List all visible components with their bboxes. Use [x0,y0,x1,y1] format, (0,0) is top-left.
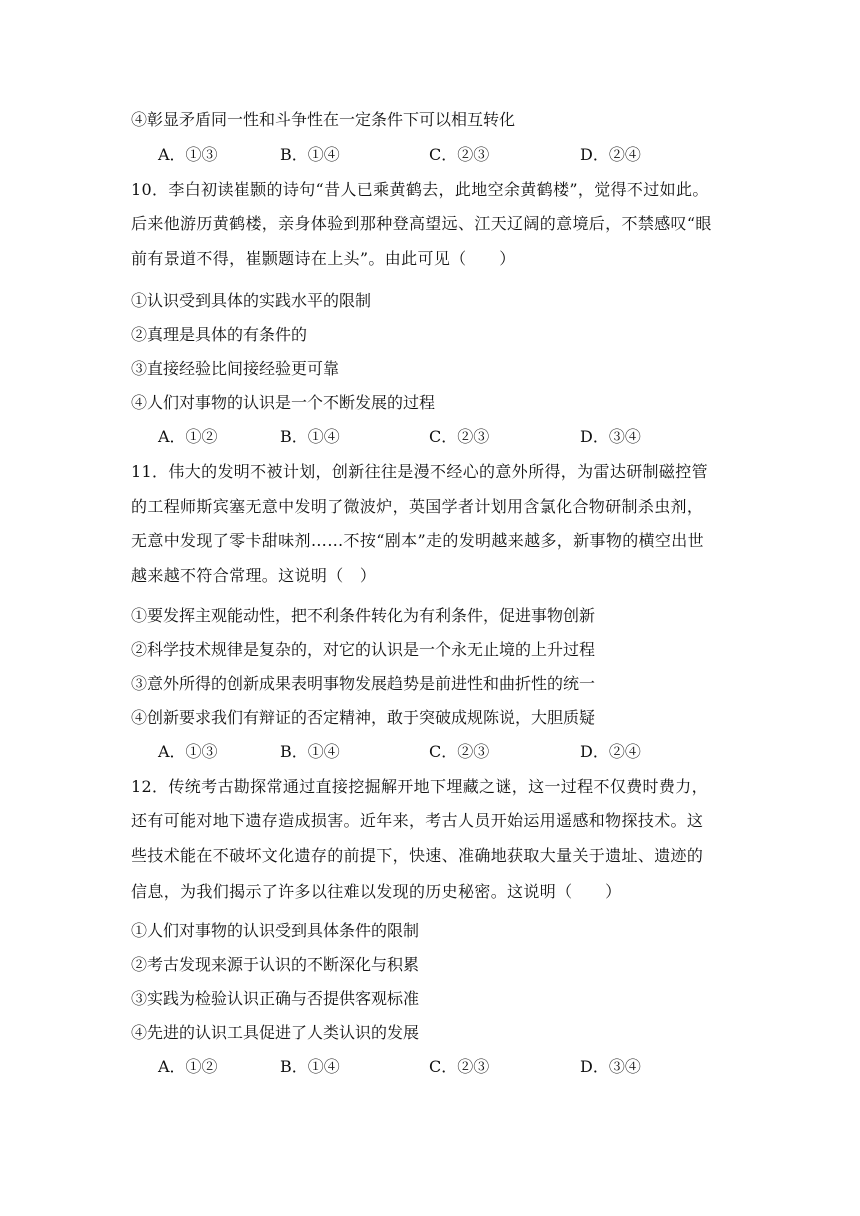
q11-stem-line-4: 越来越不符合常理。这说明（ ） [131,566,377,585]
q12-stem-line-2: 还有可能对地下遗存造成损害。近年来，考古人员开始运用遥感和物探技术。这 [131,811,704,830]
q12-stem-line-1: 12．传统考古勘探常通过直接挖掘解开地下埋藏之谜，这一过程不仅费时费力， [131,777,708,796]
q11-option-a[interactable]: A．①③ [158,742,218,761]
q12-stem-line-3: 些技术能在不破坏文化遗存的前提下，快速、准确地获取大量关于遗址、遗迹的 [131,846,704,865]
q12-options [158,1056,718,1078]
q12-statement-4: ④先进的认识工具促进了人类认识的发展 [131,1023,420,1042]
q10-options [158,426,718,448]
q10-option-d[interactable]: D．③④ [580,427,641,446]
q10-stem-line-3: 前有景道不得，崔颢题诗在上头”。由此可见（ ） [131,249,516,268]
q11-stem-line-1: 11．伟大的发明不被计划，创新往往是漫不经心的意外所得，为雷达研制磁控管 [131,462,708,481]
q9-option-a[interactable]: A．①③ [158,145,218,164]
q10-statement-2: ②真理是具体的有条件的 [131,325,308,344]
q12-statement-3: ③实践为检验认识正确与否提供客观标准 [131,989,420,1008]
q9-statement-4: ④彰显矛盾同一性和斗争性在一定条件下可以相互转化 [131,110,516,129]
q10-option-a[interactable]: A．①② [158,427,218,446]
q11-option-c[interactable]: C．②③ [429,742,490,761]
q11-statement-3: ③意外所得的创新成果表明事物发展趋势是前进性和曲折性的统一 [131,674,596,693]
q12-option-b[interactable]: B．①④ [280,1057,340,1076]
q11-statement-1: ①要发挥主观能动性，把不利条件转化为有利条件，促进事物创新 [131,606,596,625]
q12-statement-1: ①人们对事物的认识受到具体条件的限制 [131,921,420,940]
q11-option-b[interactable]: B．①④ [280,742,340,761]
q9-options [158,144,718,166]
q12-option-a[interactable]: A．①② [158,1057,218,1076]
q12-option-c[interactable]: C．②③ [429,1057,490,1076]
q10-option-b[interactable]: B．①④ [280,427,340,446]
q10-stem-line-2: 后来他游历黄鹤楼，亲身体验到那种登高望远、江天辽阔的意境后，不禁感叹“眼 [131,214,712,233]
q9-option-c[interactable]: C．②③ [429,145,490,164]
q11-statement-4: ④创新要求我们有辩证的否定精神，敢于突破成规陈说，大胆质疑 [131,708,596,727]
q12-statement-2: ②考古发现来源于认识的不断深化与积累 [131,955,420,974]
q11-option-d[interactable]: D．②④ [580,742,641,761]
q11-statement-2: ②科学技术规律是复杂的，对它的认识是一个永无止境的上升过程 [131,640,596,659]
q12-stem-line-4: 信息，为我们揭示了许多以往难以发现的历史秘密。这说明（ ） [131,882,622,901]
q10-statement-1: ①认识受到具体的实践水平的限制 [131,291,372,310]
q10-option-c[interactable]: C．②③ [429,427,490,446]
q11-stem-line-3: 无意中发现了零卡甜味剂……不按“剧本”走的发明越来越多，新事物的横空出世 [131,531,704,550]
q12-option-d[interactable]: D．③④ [580,1057,641,1076]
q10-stem-line-1: 10．李白初读崔颢的诗句“昔人已乘黄鹤去，此地空余黄鹤楼”，觉得不过如此。 [131,180,709,199]
q9-option-d[interactable]: D．②④ [580,145,641,164]
q10-statement-4: ④人们对事物的认识是一个不断发展的过程 [131,393,436,412]
q9-option-b[interactable]: B．①④ [280,145,340,164]
q11-options [158,741,718,763]
q11-stem-line-2: 的工程师斯宾塞无意中发明了微波炉，英国学者计划用含氯化合物研制杀虫剂， [131,497,704,516]
q10-statement-3: ③直接经验比间接经验更可靠 [131,359,340,378]
